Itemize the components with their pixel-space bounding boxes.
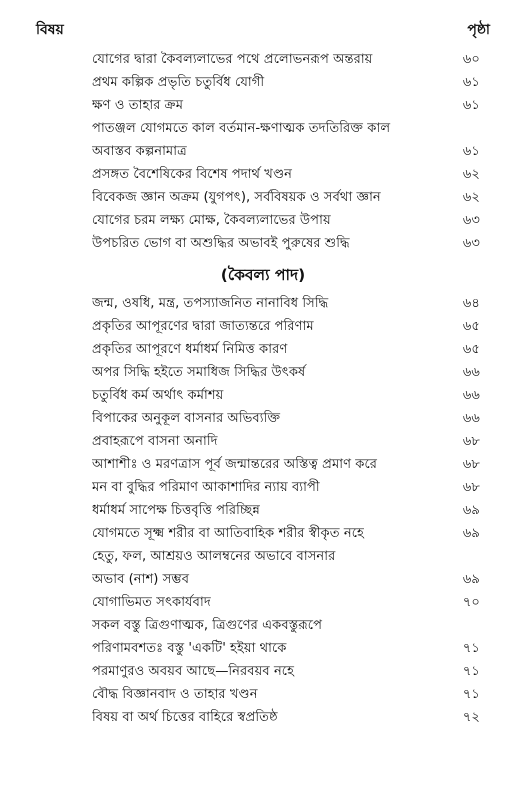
toc-entry-page-number: ৬৯: [462, 503, 480, 518]
toc-entry-page-number: ৬৬: [462, 365, 480, 380]
toc-entry-page-number: ৬১: [462, 144, 480, 159]
toc-entry-title: মন বা বুদ্ধির পরিমাণ আকাশাদির ন্যায় ব্যাপী: [92, 480, 320, 495]
toc-entry-page-number: ৬৩: [462, 236, 480, 251]
subject-column-label: বিষয়: [36, 22, 64, 38]
toc-entry: [0, 186, 526, 209]
toc-section-1: [0, 48, 526, 255]
toc-entry: [0, 683, 526, 706]
toc-entry-title: ধর্মাধর্ম সাপেক্ষ চিত্তবৃত্তি পরিচ্ছিন্ন: [92, 503, 260, 518]
toc-entry-title: প্রসঙ্গত বৈশেষিকের বিশেষ পদার্থ খণ্ডন: [92, 167, 293, 182]
toc-entry: [0, 476, 526, 499]
toc-entry-page-number: ৬২: [462, 190, 480, 205]
toc-entry: [0, 140, 526, 163]
toc-entry-title: আশাশীঃ ও মরণত্রাস পূর্ব জন্মান্তরের অস্তিত্ব প্রমাণ করে: [92, 457, 378, 472]
toc-entry-page-number: ৬০: [462, 52, 480, 67]
toc-entry: [0, 568, 526, 591]
toc-entry: [0, 48, 526, 71]
page-column-label: পৃষ্ঠা: [467, 22, 490, 38]
toc-entry-page-number: ৬৮: [462, 434, 480, 449]
toc-entry-title: প্রকৃতির আপূরণে ধর্মাধর্ম নিমিত্ত কারণ: [92, 342, 288, 357]
toc-entry-page-number: ৬১: [462, 75, 480, 90]
toc-entry-title: চতুর্বিধ কর্ম অর্থাৎ কর্মাশয়: [92, 388, 224, 403]
toc-entry-page-number: ৭১: [462, 687, 480, 702]
toc-entry-page-number: ৬৫: [462, 319, 480, 334]
toc-entry: [0, 637, 526, 660]
toc-entry: [0, 706, 526, 729]
toc-entry-title: অভাব (নাশ) সম্ভব: [92, 572, 190, 587]
toc-entry-title: সকল বস্তু ত্রিগুণাত্মক, ত্রিগুণের একবস্তুরূপে: [92, 618, 323, 633]
toc-entry-title: প্রকৃতির আপূরণের দ্বারা জাত্যন্তরে পরিণাম: [92, 319, 314, 334]
toc-entry: [0, 522, 526, 545]
toc-entry-page-number: ৬৮: [462, 457, 480, 472]
toc-entry-page-number: ৬৬: [462, 388, 480, 403]
toc-entry-title: পাতঞ্জল যোগমতে কাল বর্তমান-ক্ষণাত্মক তদতিরিক্ত কাল: [92, 121, 391, 136]
toc-entry-page-number: ৬৬: [462, 411, 480, 426]
toc-entry: [0, 499, 526, 522]
toc-entry: [0, 94, 526, 117]
toc-entry: [0, 292, 526, 315]
toc-entry-title: যোগমতে সূক্ষ্ম শরীর বা আতিবাহিক শরীর স্বীকৃত নহে: [92, 526, 364, 541]
toc-entry: [0, 545, 526, 568]
toc-entry: [0, 315, 526, 338]
toc-entry-title: প্রথম কল্পিক প্রভৃতি চতুর্বিধ যোগী: [92, 75, 265, 90]
toc-entry-page-number: ৬৮: [462, 480, 480, 495]
toc-entry: [0, 384, 526, 407]
toc-entry-title: যোগের চরম লক্ষ্য মোক্ষ, কৈবল্যলাভের উপায়: [92, 213, 331, 228]
toc-entry-title: বিপাকের অনুকূল বাসনার অভিব্যক্তি: [92, 411, 281, 426]
toc-entry-page-number: ৬৯: [462, 572, 480, 587]
toc-entry-title: অপর সিদ্ধি হইতে সমাধিজ সিদ্ধির উৎকর্ষ: [92, 365, 306, 380]
toc-entry-page-number: ৬৫: [462, 342, 480, 357]
toc-entry-title: জন্ম, ওষধি, মন্ত্র, তপস্যাজনিত নানাবিধ সিদ্ধি: [92, 296, 329, 311]
toc-entry-title: বৌদ্ধ বিজ্ঞানবাদ ও তাহার খণ্ডন: [92, 687, 258, 702]
toc-entry-page-number: ৭২: [462, 710, 480, 725]
toc-entry: [0, 117, 526, 140]
toc-entry-title: ক্ষণ ও তাহার ক্রম: [92, 98, 184, 113]
toc-entry-page-number: ৬৩: [462, 213, 480, 228]
toc-section-2: [0, 292, 526, 729]
toc-entry-title: উপচরিত ভোগ বা অশুদ্ধির অভাবই পুরুষের শুদ্ধি: [92, 236, 350, 251]
toc-entry: [0, 232, 526, 255]
toc-entry: [0, 614, 526, 637]
toc-entry-title: বিবেকজ জ্ঞান অক্রম (যুগপৎ), সর্ববিষয়ক ও সর্বথা জ্ঞান: [92, 190, 381, 205]
toc-entry-title: যোগাভিমত সৎকার্যবাদ: [92, 595, 211, 610]
toc-entry: [0, 430, 526, 453]
toc-entry-title: প্রবাহরূপে বাসনা অনাদি: [92, 434, 218, 449]
toc-entry: [0, 71, 526, 94]
toc-entry-page-number: ৬৪: [462, 296, 480, 311]
toc-entry: [0, 453, 526, 476]
toc-entry-title: অবাস্তব কল্পনামাত্র: [92, 144, 187, 159]
toc-entry-page-number: ৬২: [462, 167, 480, 182]
toc-entry: [0, 591, 526, 614]
toc-entry: [0, 660, 526, 683]
toc-entry-page-number: ৬১: [462, 98, 480, 113]
toc-entry-title: পরমাণুরও অবয়ব আছে—নিরবয়ব নহে: [92, 664, 295, 679]
toc-entry-title: বিষয় বা অর্থ চিত্তের বাহিরে স্বপ্রতিষ্ঠ: [92, 710, 278, 725]
toc-entry-page-number: ৭১: [462, 641, 480, 656]
toc-entry: [0, 361, 526, 384]
toc-entry: [0, 407, 526, 430]
toc-entry-page-number: ৭১: [462, 664, 480, 679]
toc-entry: [0, 209, 526, 232]
toc-entry-page-number: ৬৯: [462, 526, 480, 541]
toc-entry-page-number: ৭০: [462, 595, 480, 610]
toc-entry: [0, 163, 526, 186]
toc-entry-title: পরিণামবশতঃ বস্তু 'একটি' হইয়া থাকে: [92, 641, 287, 656]
toc-entry-title: যোগের দ্বারা কৈবল্যলাভের পথে প্রলোভনরূপ অন্তরায়: [92, 52, 373, 67]
toc-entry: [0, 338, 526, 361]
toc-entry-title: হেতু, ফল, আশ্রয়ও আলম্বনের অভাবে বাসনার: [92, 549, 336, 564]
section-heading-kaivalya-pada: (কৈবল্য পাদ): [220, 266, 306, 284]
toc-header: [36, 18, 490, 40]
